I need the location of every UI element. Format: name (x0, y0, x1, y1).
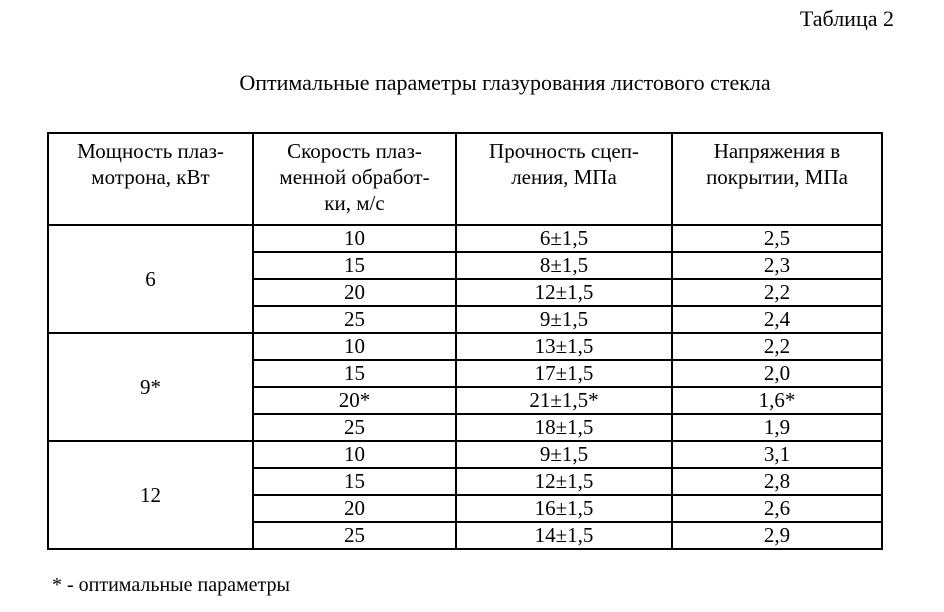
stress-cell: 2,5 (672, 225, 882, 252)
header-power: Мощность плаз- мотрона, кВт (48, 133, 253, 225)
table-row (48, 333, 882, 360)
speed-cell: 15 (253, 252, 456, 279)
strength-cell: 8±1,5 (456, 252, 672, 279)
strength-cell: 18±1,5 (456, 414, 672, 441)
table-title: Оптимальные параметры глазурования листового стекла (239, 70, 771, 95)
speed-cell: 20 (253, 495, 456, 522)
speed-cell: 20* (253, 387, 456, 414)
power-cell: 9* (48, 333, 253, 441)
stress-cell: 2,0 (672, 360, 882, 387)
stress-cell: 2,2 (672, 333, 882, 360)
stress-cell: 2,6 (672, 495, 882, 522)
stress-cell: 2,8 (672, 468, 882, 495)
stress-cell: 1,9 (672, 414, 882, 441)
speed-cell: 20 (253, 279, 456, 306)
speed-cell: 25 (253, 522, 456, 549)
speed-cell: 10 (253, 441, 456, 468)
speed-cell: 15 (253, 360, 456, 387)
footnote: * - оптимальные параметры (52, 574, 290, 596)
power-cell: 6 (48, 225, 253, 333)
strength-cell: 16±1,5 (456, 495, 672, 522)
speed-cell: 15 (253, 468, 456, 495)
header-strength: Прочность сцеп- ления, МПа (456, 133, 672, 225)
strength-cell: 21±1,5* (456, 387, 672, 414)
strength-cell: 12±1,5 (456, 468, 672, 495)
stress-cell: 2,9 (672, 522, 882, 549)
speed-cell: 25 (253, 414, 456, 441)
strength-cell: 9±1,5 (456, 441, 672, 468)
strength-cell: 12±1,5 (456, 279, 672, 306)
header-stress: Напряжения в покрытии, МПа (672, 133, 882, 225)
strength-cell: 13±1,5 (456, 333, 672, 360)
strength-cell: 14±1,5 (456, 522, 672, 549)
table-body (48, 225, 882, 549)
stress-cell: 3,1 (672, 441, 882, 468)
stress-cell: 2,2 (672, 279, 882, 306)
speed-cell: 10 (253, 333, 456, 360)
strength-cell: 17±1,5 (456, 360, 672, 387)
header-speed: Скорость плаз- менной обработ- ки, м/с (253, 133, 456, 225)
stress-cell: 1,6* (672, 387, 882, 414)
speed-cell: 25 (253, 306, 456, 333)
stress-cell: 2,4 (672, 306, 882, 333)
header-row (48, 133, 882, 225)
stress-cell: 2,3 (672, 252, 882, 279)
strength-cell: 9±1,5 (456, 306, 672, 333)
strength-cell: 6±1,5 (456, 225, 672, 252)
table-row (48, 225, 882, 252)
table-number-label: Таблица 2 (799, 6, 894, 31)
parameters-table (47, 132, 883, 550)
table-row (48, 441, 882, 468)
power-cell: 12 (48, 441, 253, 549)
speed-cell: 10 (253, 225, 456, 252)
